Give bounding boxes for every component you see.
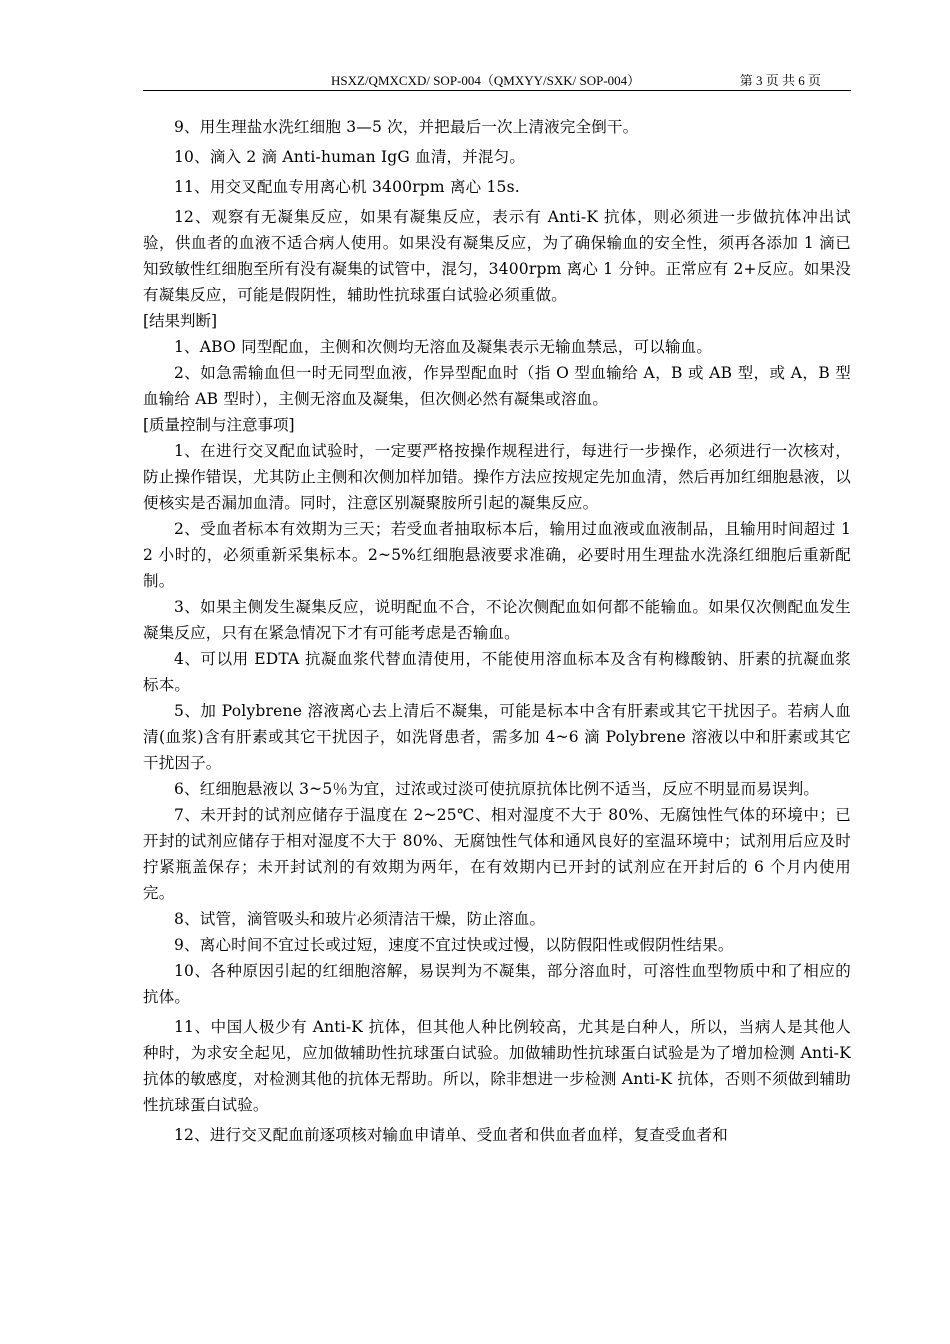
qc-heading: [质量控制与注意事项] [143, 416, 295, 434]
qc-item-7: 7、未开封的试剂应储存于温度在 2~25℃、相对湿度不大于 80%、无腐蚀性气体的环境中；已开封的试剂应储存于相对湿度不大于 80%、无腐蚀性气体和通风良好的室温环境中；试剂用后应及时拧紧瓶盖保存；未开封试剂的有效期为两年，在有效期内已开封的试剂应在开封后的 6 个月内使用完。 [143, 806, 851, 902]
result-heading: [结果判断] [143, 312, 218, 330]
page-number: 第 3 页 共 6 页 [739, 73, 821, 88]
qc-item-5: 5、加 Polybrene 溶液离心去上清后不凝集，可能是标本中含有肝素或其它干扰因子。若病人血清(血浆)含有肝素或其它干扰因子，如洗肾患者，需多加 4~6 滴 Polybrene 溶液以中和肝素或其它干扰因子。 [143, 702, 851, 772]
document-code: HSXZ/QMXCXD/ SOP-004（QMXYY/SXK/ SOP-004） [331, 73, 641, 88]
qc-item-4: 4、可以用 EDTA 抗凝血浆代替血清使用，不能使用溶血标本及含有枸橼酸钠、肝素的抗凝血浆标本。 [143, 650, 851, 694]
qc-item-3: 3、如果主侧发生凝集反应，说明配血不合，不论次侧配血如何都不能输血。如果仅次侧配血发生凝集反应，只有在紧急情况下才有可能考虑是否输血。 [143, 598, 851, 642]
qc-item-9: 9、离心时间不宜过长或过短，速度不宜过快或过慢，以防假阳性或假阴性结果。 [174, 936, 734, 954]
procedure-step-11: 11、用交叉配血专用离心机 3400rpm 离心 15s. [174, 178, 520, 196]
procedure-step-10: 10、滴入 2 滴 Anti-human IgG 血清，并混匀。 [174, 148, 526, 166]
result-item-2: 2、如急需输血但一时无同型血液，作异型配血时（指 O 型血输给 A，B 或 AB 型，或 A，B 型血输给 AB 型时），主侧无溶血及凝集，但次侧必然有凝集或溶血。 [143, 364, 851, 408]
qc-item-10: 10、各种原因引起的红细胞溶解，易误判为不凝集，部分溶血时，可溶性血型物质中和了相应的抗体。 [143, 962, 851, 1006]
qc-item-11: 11、中国人极少有 Anti-K 抗体，但其他人种比例较高，尤其是白种人，所以，当病人是其他人种时，为求安全起见，应加做辅助性抗球蛋白试验。加做辅助性抗球蛋白试验是为了增加检测 Anti-K 抗体的敏感度，对检测其他的抗体无帮助。所以，除非想进一步检测 Anti-K 抗体，否则不须做到辅助性抗球蛋白试验。 [143, 1018, 851, 1114]
result-item-1: 1、ABO 同型配血，主侧和次侧均无溶血及凝集表示无输血禁忌，可以输血。 [174, 338, 713, 356]
procedure-step-12: 12、观察有无凝集反应，如果有凝集反应，表示有 Anti-K 抗体，则必须进一步做抗体冲出试验，供血者的血液不适合病人使用。如果没有凝集反应，为了确保输血的安全性，须再各添加 1 滴已知致敏性红细胞至所有没有凝集的试管中，混匀，3400rpm 离心 1 分钟。正常应有 2+反应。如果没有凝集反应，可能是假阴性，辅助性抗球蛋白试验必须重做。 [143, 208, 851, 304]
document-body [143, 114, 851, 1148]
qc-item-2: 2、受血者标本有效期为三天；若受血者抽取标本后，输用过血液或血液制品，且输用时间超过 12 小时的，必须重新采集标本。2~5%红细胞悬液要求准确，必要时用生理盐水洗涤红细胞后重新配制。 [143, 520, 851, 590]
qc-item-1: 1、在进行交叉配血试验时，一定要严格按操作规程进行，每进行一步操作，必须进行一次核对，防止操作错误，尤其防止主侧和次侧加样加错。操作方法应按规定先加血清，然后再加红细胞悬液，以便核实是否漏加血清。同时，注意区别凝聚胺所引起的凝集反应。 [143, 442, 851, 512]
page-header [143, 66, 851, 91]
procedure-step-9: 9、用生理盐水洗红细胞 3—5 次，并把最后一次上清液完全倒干。 [174, 118, 639, 136]
qc-item-8: 8、试管，滴管吸头和玻片必须清洁干燥，防止溶血。 [174, 910, 546, 928]
qc-item-6: 6、红细胞悬液以 3~5％为宜，过浓或过淡可使抗原抗体比例不适当，反应不明显而易误判。 [174, 780, 820, 798]
qc-item-12: 12、进行交叉配血前逐项核对输血申请单、受血者和供血者血样，复查受血者和 [174, 1126, 728, 1144]
